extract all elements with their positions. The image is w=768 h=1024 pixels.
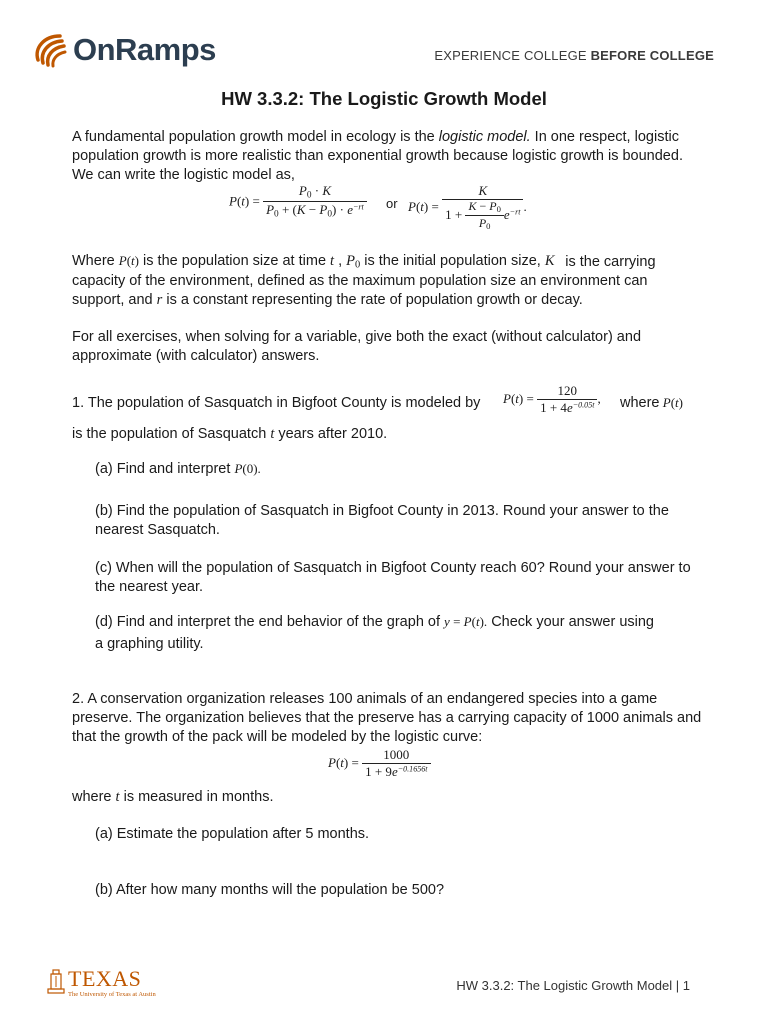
- where-e: is a constant representing the rate of population growth or decay.: [162, 292, 583, 308]
- p1-where-word: where: [620, 395, 660, 411]
- intro-part1: A fundamental population growth model in ecology is the: [72, 129, 439, 145]
- problem2-a: (a) Estimate the population after 5 months.: [95, 826, 370, 842]
- pt-symbol: P(t): [118, 253, 140, 268]
- onramps-logo: [30, 30, 216, 70]
- p2-where2: is measured in months.: [119, 789, 274, 805]
- problem2-text: 2. A conservation organization releases 100 animals of an endangered species into a game preserve. The organization believes that the preserve has a carrying capacity of 1000 animals and that the growth of the pack will be modeled by the logistic curve:: [72, 691, 702, 745]
- problem1-c: (c) When will the population of Sasquatch in Bigfoot County reach 60? Round your answer to the nearest year.: [95, 560, 691, 595]
- header-tagline: [434, 48, 714, 63]
- page-label: HW 3.3.2: The Logistic Growth Model | 1: [456, 978, 690, 993]
- intro-paragraph: [72, 128, 702, 185]
- problem2-b: (b) After how many months will the population be 500?: [95, 882, 445, 898]
- instructions: For all exercises, when solving for a variable, give both the exact (without calculator) and approximate (with calculator) answers.: [72, 329, 642, 364]
- intro-italic: logistic model.: [438, 129, 531, 145]
- texas-subtitle: The University of Texas at Austin: [68, 991, 156, 998]
- where-c: is the initial population size,: [360, 253, 545, 269]
- p1-d1: (d) Find and interpret the end behavior of the graph of: [95, 614, 445, 630]
- ut-texas-logo: [47, 968, 156, 998]
- p2-numerator: 1000: [362, 748, 430, 764]
- p2-exponent: −0.1656t: [397, 764, 428, 774]
- r-symbol: r: [156, 292, 163, 308]
- problem1-d-line2: a graphing utility.: [95, 636, 204, 652]
- t-symbol: t: [330, 253, 335, 269]
- problem1-where: where P(t): [620, 395, 684, 411]
- problem1-formula: P(t) = $\frac{120}{1 + 4e^{-0.05t}}$ ,: [503, 383, 601, 415]
- problem1-line2: is the population of Sasquatch t years after 2010.: [72, 426, 388, 442]
- logo-text: OnRamps: [73, 32, 216, 67]
- onramps-swoosh-icon: [30, 30, 70, 70]
- problem2-where: where t is measured in months.: [72, 789, 274, 805]
- texas-word: TEXAS: [68, 966, 142, 991]
- p1-line2a: is the population of Sasquatch: [72, 426, 271, 442]
- where-d: is the carrying capacity of the environment, defined as the maximum population size an environment can support, and: [72, 254, 656, 308]
- logistic-formula-2: P(t) = K 1 + $\frac{K - P_0}{P_0}$ $e^{-rt}$ .: [408, 183, 527, 232]
- problem2-formula: P(t) = $\frac{1000}{1 + 9e^{-0.1656t}}$: [328, 748, 431, 780]
- p1-line2b: years after 2010.: [274, 426, 388, 442]
- where-a: Where: [72, 253, 119, 269]
- p1-a-text: (a) Find and interpret: [95, 461, 235, 477]
- intro-part2: In one respect, logistic population growth is more realistic than exponential growth because logistic growth is bounded. We can write the logistic model as,: [72, 129, 683, 183]
- p1-numerator: 120: [537, 384, 597, 400]
- where-line-1: Where P(t) is the population size at time t , $P_0$ is the initial population size, K: [72, 253, 555, 271]
- k-symbol: K: [544, 253, 555, 269]
- p0-symbol: $P_0$: [346, 253, 361, 271]
- problem1-a: (a) Find and interpret P(0).: [95, 461, 261, 477]
- problem1-d-line1: (d) Find and interpret the end behavior of the graph of y = P(t). Check your answer using: [95, 614, 654, 630]
- tagline-light: EXPERIENCE COLLEGE: [434, 48, 591, 63]
- problem1-lead: 1. The population of Sasquatch in Bigfoot County is modeled by: [72, 395, 481, 411]
- where-paragraph: [72, 253, 702, 310]
- p1-exponent: −0.05t: [572, 400, 595, 410]
- ut-tower-icon: [47, 968, 65, 994]
- where-b: is the population size at time: [139, 253, 331, 269]
- logistic-formula-1: P(t) = $\frac{P_0 \cdot K}{P_0 + (K - P_0) \cdot e^{-rt}}$: [229, 184, 367, 221]
- page-title: HW 3.3.2: The Logistic Growth Model: [221, 88, 547, 109]
- or-word: or: [386, 196, 398, 211]
- p1-d2: Check your answer using: [487, 614, 654, 630]
- problem1-b: (b) Find the population of Sasquatch in Bigfoot County in 2013. Round your answer to the nearest Sasquatch.: [95, 503, 669, 538]
- p2-where1: where: [72, 789, 116, 805]
- tagline-bold: BEFORE COLLEGE: [590, 48, 714, 63]
